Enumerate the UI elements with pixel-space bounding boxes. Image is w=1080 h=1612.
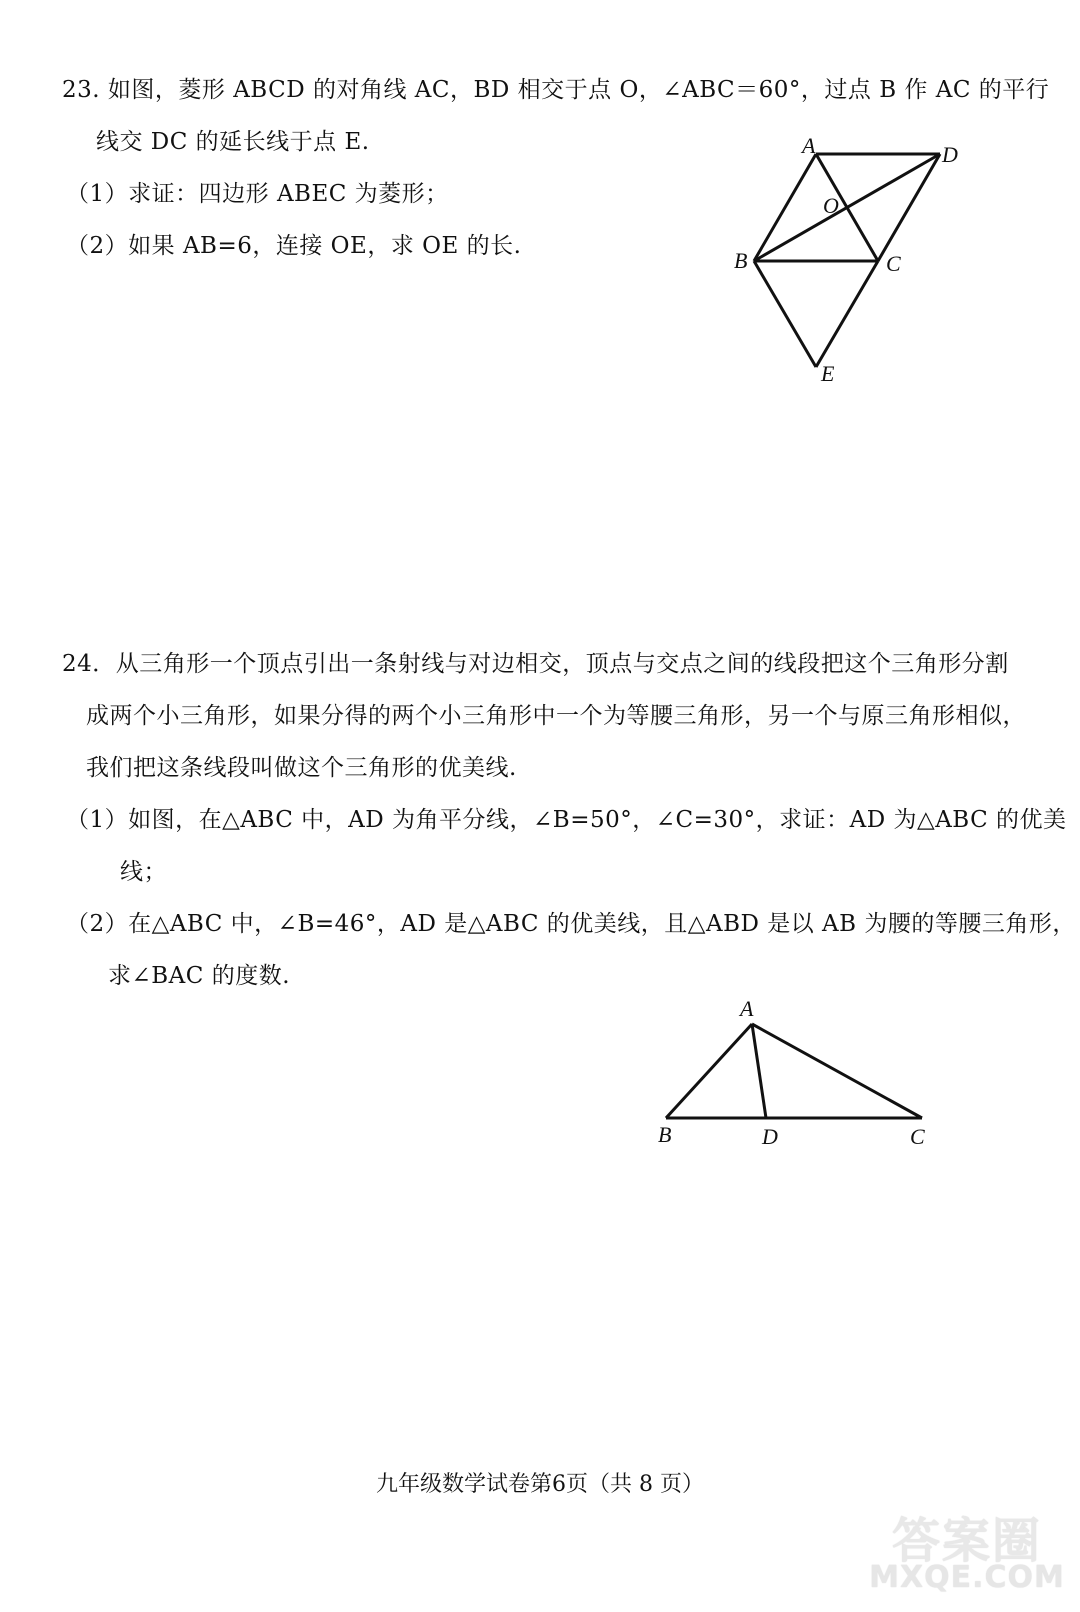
label-c: C bbox=[886, 251, 901, 276]
q23-part2: （2）如果 AB=6，连接 OE，求 OE 的长. bbox=[66, 233, 522, 259]
page-footer: 九年级数学试卷第6页（共 8 页） bbox=[376, 1472, 704, 1497]
segment-be bbox=[754, 261, 816, 367]
q24-triangle-figure bbox=[640, 992, 940, 1152]
q24-stem-line2: 成两个小三角形，如果分得的两个小三角形中一个为等腰三角形，另一个与原三角形相似， bbox=[86, 703, 1026, 729]
q23-part1: （1）求证：四边形 ABEC 为菱形； bbox=[66, 181, 449, 207]
label-c: C bbox=[910, 1124, 925, 1149]
segment-ad bbox=[752, 1024, 766, 1118]
label-e: E bbox=[821, 361, 835, 386]
q24-part2-line1: （2）在△ABC 中，∠B=46°，AD 是△ABC 的优美线，且△ABD 是以 AB 为腰的等腰三角形， bbox=[66, 911, 1076, 937]
q24-part1-line2: 线； bbox=[120, 859, 167, 885]
site-watermark bbox=[862, 1502, 1072, 1602]
q24-part1-line1: （1）如图，在△ABC 中，AD 为角平分线，∠B=50°，∠C=30°，求证：AD 为△ABC 的优美 bbox=[66, 807, 1067, 833]
q23-rhombus-figure bbox=[730, 135, 990, 395]
label-d: D bbox=[942, 142, 958, 167]
segment-dc bbox=[878, 154, 940, 261]
segment-ce bbox=[816, 261, 878, 367]
q23-stem-line2: 线交 DC 的延长线于点 E. bbox=[96, 129, 370, 155]
diagonal-bd bbox=[754, 154, 940, 261]
q24-part2-line2: 求∠BAC 的度数. bbox=[108, 963, 291, 989]
label-o: O bbox=[823, 193, 839, 218]
q23-stem-line1: 23. 如图，菱形 ABCD 的对角线 AC，BD 相交于点 O，∠ABC＝60°，过点 B 作 AC 的平行 bbox=[62, 77, 1050, 103]
segment-ab bbox=[666, 1024, 752, 1118]
label-b: B bbox=[658, 1122, 672, 1147]
segment-ac bbox=[752, 1024, 922, 1118]
label-a: A bbox=[740, 996, 754, 1021]
label-d: D bbox=[762, 1124, 778, 1149]
label-b: B bbox=[734, 248, 748, 273]
q24-stem-line3: 我们把这条线段叫做这个三角形的优美线. bbox=[86, 755, 517, 781]
q24-stem-line1: 24．从三角形一个顶点引出一条射线与对边相交，顶点与交点之间的线段把这个三角形分割 bbox=[62, 651, 1009, 677]
segment-ab bbox=[754, 154, 816, 261]
label-a: A bbox=[802, 135, 816, 158]
watermark-logo-text: 答案圈 bbox=[891, 1513, 1042, 1569]
watermark-url: MXQE.COM bbox=[869, 1560, 1065, 1595]
